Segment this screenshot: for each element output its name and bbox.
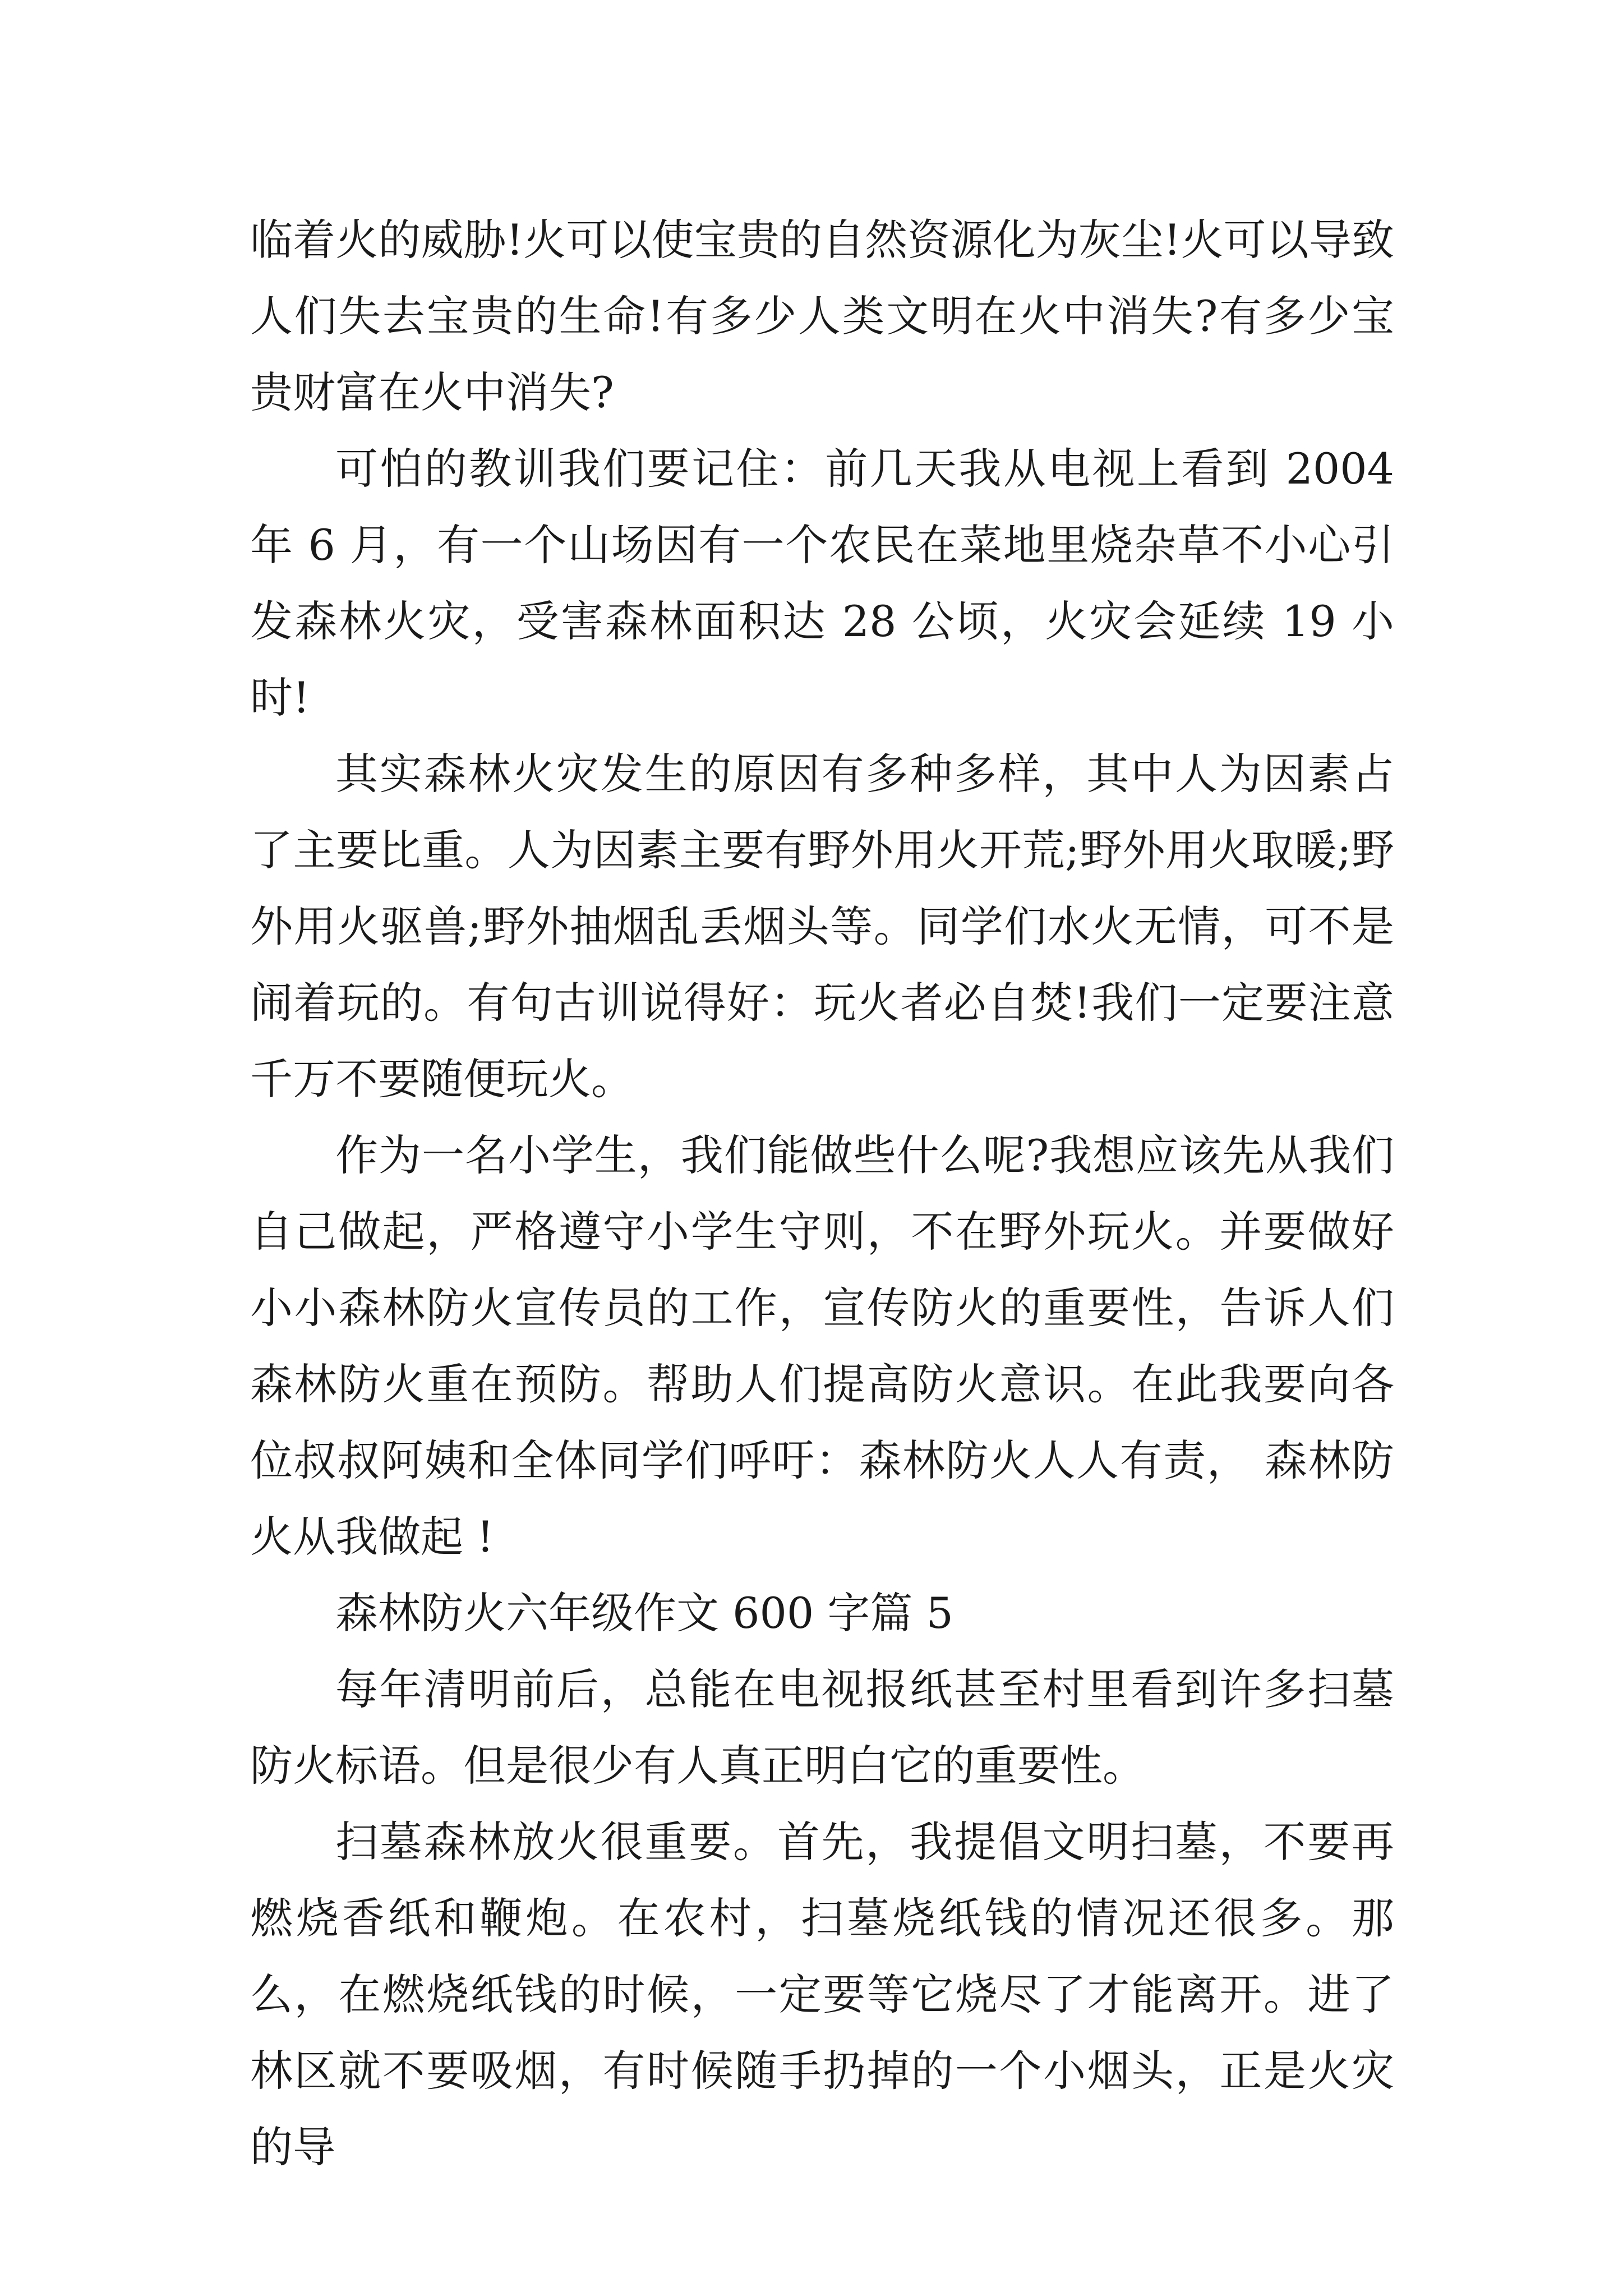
paragraph: 临着火的威胁!火可以使宝贵的自然资源化为灰尘!火可以导致人们失去宝贵的生命!有多少人类文明在火中消失?有多少宝贵财富在火中消失? bbox=[250, 215, 1394, 417]
paragraph: 作为一名小学生，我们能做些什么呢?我想应该先从我们自己做起，严格遵守小学生守则，不在野外玩火。并要做好小小森林防火宣传员的工作，宣传防火的重要性，告诉人们森林防火重在预防。帮助人们提高防火意识。在此我要向各位叔叔阿姨和全体同学们呼吁：森林防火人人有责， 森林防火从我做起 ! bbox=[250, 1130, 1394, 1562]
paragraph: 扫墓森林放火很重要。首先，我提倡文明扫墓，不要再燃烧香纸和鞭炮。在农村，扫墓烧纸钱的情况还很多。那么，在燃烧纸钱的时候，一定要等它烧尽了才能离开。进了林区就不要吸烟，有时候随手扔掉的一个小烟头，正是火灾的导 bbox=[250, 1817, 1394, 2172]
paragraph: 每年清明前后，总能在电视报纸甚至村里看到许多扫墓防火标语。但是很少有人真正明白它的重要性。 bbox=[250, 1664, 1394, 1791]
paragraph: 可怕的教训我们要记住：前几天我从电视上看到 2004 年 6 月，有一个山场因有一个农民在菜地里烧杂草不小心引发森林火灾，受害森林面积达 28 公顷，火灾会延续 19 小时! bbox=[250, 444, 1394, 723]
section-heading: 森林防火六年级作文 600 字篇 5 bbox=[335, 1588, 953, 1638]
paragraph: 其实森林火灾发生的原因有多种多样，其中人为因素占了主要比重。人为因素主要有野外用火开荒;野外用火取暖;野外用火驱兽;野外抽烟乱丢烟头等。同学们水火无情，可不是闹着玩的。有句古训说得好：玩火者必自焚!我们一定要注意千万不要随便玩火。 bbox=[250, 749, 1394, 1104]
document-body bbox=[250, 202, 1394, 2185]
